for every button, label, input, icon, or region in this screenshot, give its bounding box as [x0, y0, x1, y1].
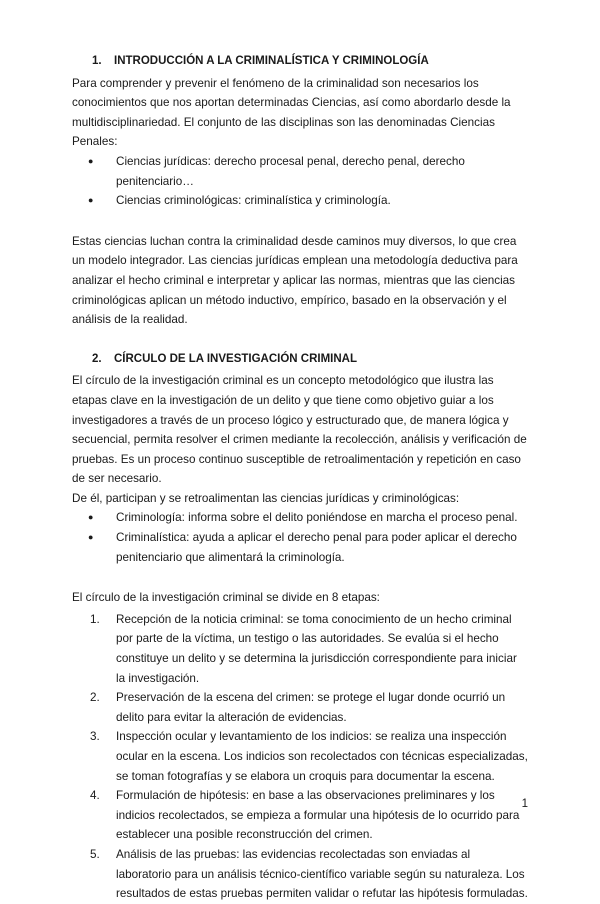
section-1-heading	[92, 52, 528, 72]
stage-number: 5.	[90, 847, 100, 861]
section-1-bullet-list	[72, 152, 528, 211]
stage-number: 3.	[90, 730, 100, 744]
list-item	[72, 688, 528, 727]
section-2-heading	[92, 350, 528, 370]
section-1-number: 1.	[92, 55, 102, 67]
list-item	[72, 610, 528, 688]
section-2-intro: El círculo de la investigación criminal es un concepto metodológico que ilustra las etapas clave en la investigación de un delito y que tiene como objetivo guiar a los investigadores a través de un proceso lógico y estructurado que, de manera lógica y secuencial, permita resolver el crimen mediante la recolección, análisis y verificación de pruebas. Es un proceso continuo susceptible de retroalimentación y repetición en caso de ser necesario.	[72, 374, 527, 486]
stage-number: 1.	[90, 612, 100, 626]
section-1-intro: Para comprender y prevenir el fenómeno de la criminalidad son necesarios los conocimientos que nos aportan determinadas Ciencias, así como abordarlo desde la multidisciplinariedad. El conjunto de las disciplinas son las denominadas Ciencias Penales:	[72, 76, 511, 149]
stage-text: Formulación de hipótesis: en base a las observaciones preliminares y los indicios recolectados, se empieza a formular una hipótesis de lo ocurrido para establecer una posible reconstrucción del crimen.	[116, 789, 520, 842]
stage-text: Recepción de la noticia criminal: se toma conocimiento de un hecho criminal por parte de la víctima, un testigo o las autoridades. Se evalúa si el hecho constituye un delito y se determina la jurisdicción correspondiente para iniciar la investigación.	[116, 612, 517, 685]
stage-number: 4.	[90, 789, 100, 803]
list-item: ● Ciencias jurídicas: derecho procesal penal, derecho penal, derecho penitenciario…	[72, 152, 528, 191]
list-item	[72, 786, 528, 845]
section-2-title: CÍRCULO DE LA INVESTIGACIÓN CRIMINAL	[114, 352, 357, 365]
list-item: ● Criminología: informa sobre el delito poniéndose en marcha el proceso penal.	[72, 508, 528, 528]
stage-text: Inspección ocular y levantamiento de los indicios: se realiza una inspección ocular en la escena. Los indicios son recolectados con técnicas especializadas, se toman fotografías y se elabora un croquis para documentar la escena.	[116, 730, 528, 783]
section-2-intro-2: De él, participan y se retroalimentan las ciencias jurídicas y criminológicas:	[72, 491, 460, 505]
section-1-title: INTRODUCCIÓN A LA CRIMINALÍSTICA Y CRIMINOLOGÍA	[114, 55, 429, 67]
list-item	[72, 727, 528, 786]
list-item	[72, 845, 528, 904]
list-item: ● Criminalística: ayuda a aplicar el derecho penal para poder aplicar el derecho penitenciario que alimentará la criminología.	[72, 528, 528, 567]
page-number: 1	[521, 798, 528, 810]
stage-text: Preservación de la escena del crimen: se protege el lugar donde ocurrió un delito para evitar la alteración de evidencias.	[116, 691, 506, 724]
stages-intro: El círculo de la investigación criminal se divide en 8 etapas:	[72, 591, 380, 605]
stages-list	[72, 610, 528, 904]
section-2-number: 2.	[92, 352, 102, 365]
section-1-paragraph: Estas ciencias luchan contra la criminalidad desde caminos muy diversos, lo que crea un modelo integrador. Las ciencias jurídicas emplean una metodología deductiva para analizar el hecho criminal e interpretar y aplicar las normas, mientras que las ciencias criminológicas aplican un método inductivo, empírico, basado en la observación y el análisis de la realidad.	[72, 234, 518, 327]
stage-number: 2.	[90, 691, 100, 705]
list-item: ● Ciencias criminológicas: criminalística y criminología.	[72, 191, 528, 211]
section-2-bullet-list	[72, 508, 528, 567]
stage-text: Análisis de las pruebas: las evidencias recolectadas son enviadas al laboratorio para un análisis técnico-científico variable según su naturaleza. Los resultados de estas pruebas permiten validar o refutar las hipótesis formuladas.	[116, 847, 528, 901]
